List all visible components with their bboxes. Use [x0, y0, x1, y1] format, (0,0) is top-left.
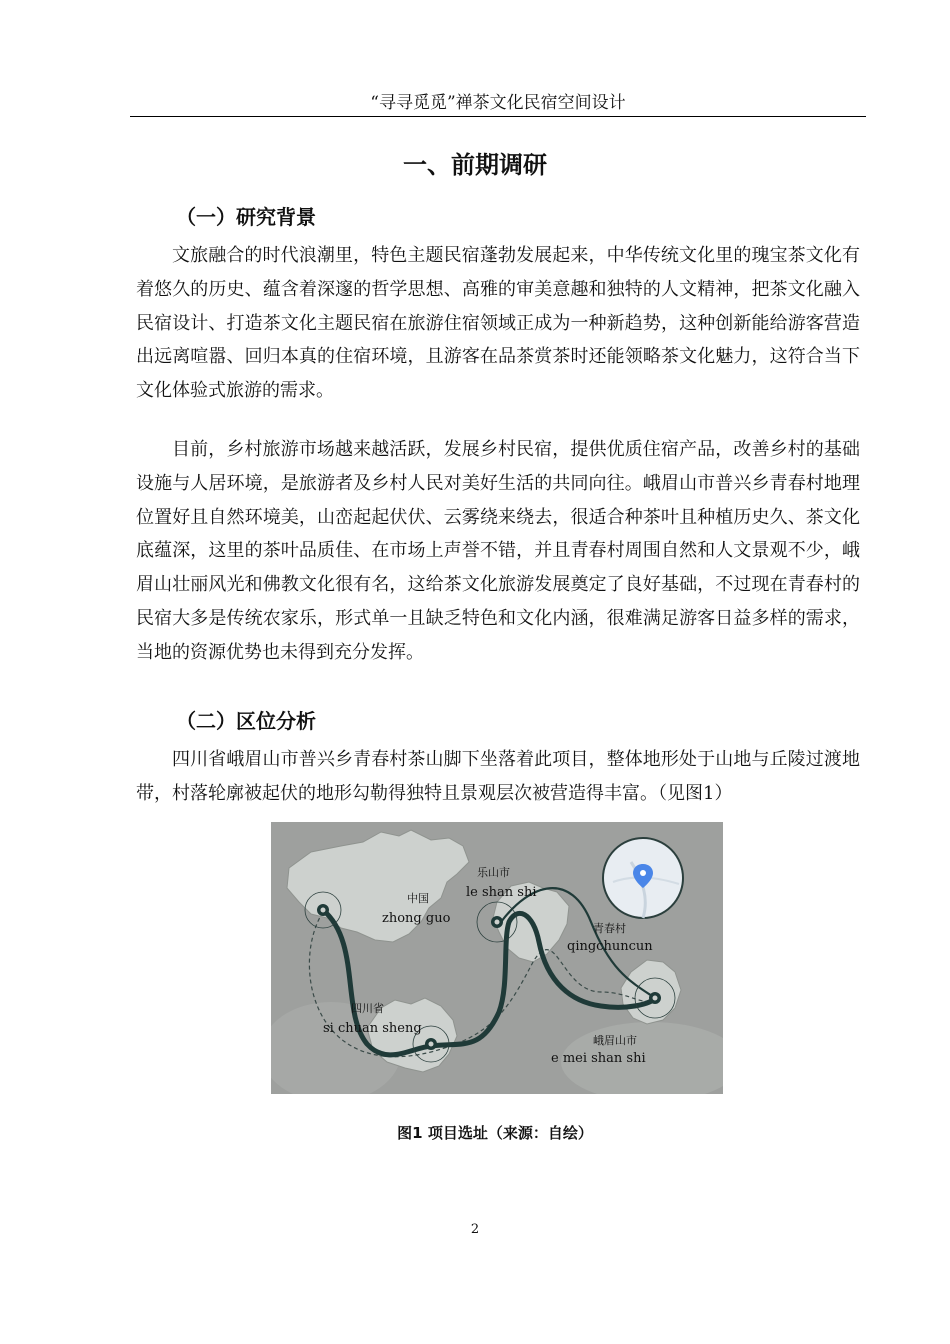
page-number: 2	[470, 1222, 480, 1237]
label-qingchuncun-cn: 青春村	[593, 922, 626, 935]
label-leshan-en: le shan shi	[466, 885, 537, 900]
location-map-drawing	[271, 822, 723, 1094]
chapter-title: 一、前期调研	[403, 151, 547, 179]
label-emeishan-cn: 峨眉山市	[593, 1034, 637, 1047]
label-qingchuncun-en: qingchuncun	[567, 939, 653, 954]
running-header: “寻寻觅觅”禅茶文化民宿空间设计	[370, 93, 626, 113]
paragraph-location-1: 四川省峨眉山市普兴乡青春村茶山脚下坐落着此项目，整体地形处于山地与丘陵过渡地带，村落轮廓被起伏的地形勾勒得独特且景观层次被营造得丰富。（见图1）	[136, 749, 860, 804]
section-heading-background: （一）研究背景	[176, 205, 316, 229]
location-pin-dot	[640, 870, 646, 876]
label-china-en: zhong guo	[382, 911, 451, 926]
label-sichuan-en: si chuan sheng	[323, 1021, 422, 1036]
location-map-figure	[271, 822, 723, 1094]
label-china-cn: 中国	[407, 892, 429, 905]
paragraph-background-2: 目前，乡村旅游市场越来越活跃，发展乡村民宿，提供优质住宿产品，改善乡村的基础设施与人居环境，是旅游者及乡村人民对美好生活的共同向往。峨眉山市普兴乡青春村地理位置好且自然环境美，山峦起起伏伏、云雾绕来绕去，很适合种茶叶且种植历史久、茶文化底蕴深，这里的茶叶品质佳、在市场上声誉不错，并且青春村周围自然和人文景观不少，峨眉山壮丽风光和佛教文化很有名，这给茶文化旅游发展奠定了良好基础，不过现在青春村的民宿大多是传统农家乐，形式单一且缺乏特色和文化内涵，很难满足游客日益多样的需求，当地的资源优势也未得到充分发挥。	[136, 439, 860, 663]
header-rule	[130, 116, 866, 117]
paragraph-background-1: 文旅融合的时代浪潮里，特色主题民宿蓬勃发展起来，中华传统文化里的瑰宝茶文化有着悠久的历史、蕴含着深邃的哲学思想、高雅的审美意趣和独特的人文精神，把茶文化融入民宿设计、打造茶文化主题民宿在旅游住宿领域正成为一种新趋势，这种创新能给游客营造出远离喧嚣、回归本真的住宿环境，且游客在品茶赏茶时还能领略茶文化魅力，这符合当下文化体验式旅游的需求。	[136, 245, 860, 402]
figure-caption: 图1 项目选址（来源：自绘）	[397, 1124, 593, 1142]
label-emeishan-en: e mei shan shi	[551, 1051, 646, 1066]
section-heading-location: （二）区位分析	[176, 709, 316, 733]
label-sichuan-cn: 四川省	[351, 1002, 384, 1015]
label-leshan-cn: 乐山市	[477, 866, 510, 879]
